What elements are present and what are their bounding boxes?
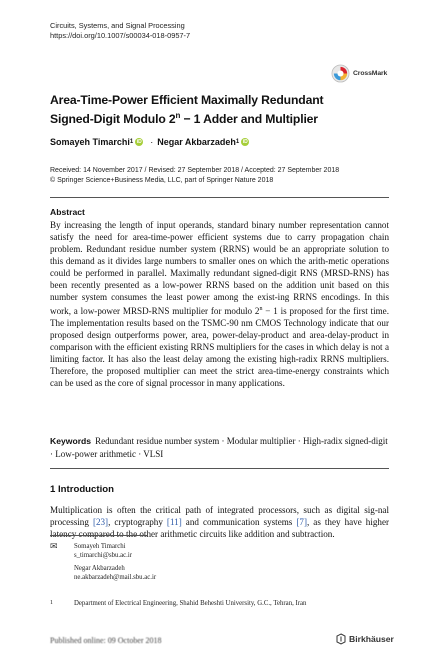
- author-affiliation-mark: 1: [129, 139, 134, 145]
- history-dates: Received: 14 November 2017 / Revised: 27 September 2018 / Accepted: 27 September 2018: [50, 167, 340, 174]
- contact-email[interactable]: s_timarchi@sbu.ac.ir: [74, 552, 132, 559]
- crossmark-icon: [331, 64, 350, 83]
- contact-email[interactable]: ne.akbarzadeh@mail.sbu.ac.ir: [74, 574, 157, 581]
- divider-bottom: [50, 468, 389, 469]
- publisher-logo: [335, 633, 394, 645]
- divider-top: [50, 197, 389, 198]
- author-name[interactable]: Negar Akbarzadeh: [157, 137, 236, 147]
- contact-name: Somayeh Timarchi: [74, 543, 126, 550]
- affiliation-number: 1: [50, 600, 53, 606]
- title-line-2: Signed-Digit Modulo $2^n - 1$ Adder and Multiplier: [50, 111, 318, 127]
- title-line-1: Area-Time-Power Efficient Maximally Redundant: [50, 93, 324, 107]
- birkhauser-logo-icon: [335, 633, 347, 645]
- abstract-body: By increasing the length of input operands, standard binary number representation cannot satisfy the need for area-time-power efficient systems due to carry propagation chain problem. Redundant residue number system (RRNS) would be an appropriate solution to this demand as it divides large numbers to smaller ones on which the arith-metic operations could be performed in parallel. Maximally redundant signed-digit RNS (MRSD-RNS) has been recently presented as a low-power RRNS based on the addition unit based on this number system consumes the least power among the exist-ing RRNS encodings. In this work, a low-power MRSD-RNS multiplier for modulo $2^n - 1$ is proposed for the first time. The implementation results based on the TSMC-90 nm CMOS Technology indicate that our proposed design outperforms power, area, power-delay-product and area-delay-product in comparison with the efficient existing RRNS multipliers for the cases in which delay is not a limiting factor. It has also the least delay among the existing high-radix RRNS multipliers. Therefore, the proposed multiplier can meet the strict area-time-energy constraints which can be used as the core of signal processor in many applications.: [50, 220, 389, 389]
- keywords-label: Keywords: [50, 436, 92, 446]
- author-affiliation-mark: 1: [235, 139, 240, 145]
- author-list: [50, 137, 252, 147]
- contact-info: [50, 542, 156, 582]
- doi-link[interactable]: https://doi.org/10.1007/s00034-018-0957-7: [50, 31, 191, 40]
- journal-header: [50, 21, 190, 41]
- paper-title: [50, 92, 390, 127]
- affiliation-text: Department of Electrical Engineering, Shahid Beheshti University, G.C., Tehran, Iran: [74, 600, 307, 607]
- orcid-icon[interactable]: iD: [242, 139, 248, 145]
- published-online: Published online: 09 October 2018: [50, 636, 162, 645]
- contact-row: [50, 542, 156, 551]
- section-heading: 1 Introduction: [50, 484, 114, 495]
- envelope-icon: ✉: [50, 541, 58, 551]
- keywords-text: Redundant residue number system · Modular multiplier · High-radix signed-digit · Low-power arithmetic · VLSI: [50, 436, 388, 459]
- citation-link[interactable]: [7]: [296, 517, 307, 527]
- crossmark-badge[interactable]: [331, 62, 391, 84]
- publisher-name: Birkhäuser: [349, 634, 394, 644]
- abstract-heading: Abstract: [50, 207, 85, 217]
- author-name[interactable]: Somayeh Timarchi: [50, 137, 130, 147]
- crossmark-label: CrossMark: [353, 69, 388, 77]
- journal-name: Circuits, Systems, and Signal Processing: [50, 21, 185, 30]
- orcid-icon[interactable]: iD: [136, 139, 142, 145]
- citation-link[interactable]: [23]: [92, 517, 109, 527]
- footnote-rule: [50, 535, 148, 536]
- affiliation-footnote: [50, 599, 306, 608]
- keywords: [50, 435, 389, 460]
- author-separator: ·: [150, 137, 154, 147]
- citation-link[interactable]: [11]: [166, 517, 182, 527]
- introduction-text: Multiplication is often the critical path of integrated processors, such as digital sig-nal processing [23], cryptography [11] and communication systems [7], as they have higher latency compared to the other arithmetic circuits like addition and subtraction.: [50, 505, 390, 539]
- copyright: © Springer Science+Business Media, LLC, part of Springer Nature 2018: [50, 176, 274, 184]
- contact-name: Negar Akbarzadeh: [74, 565, 125, 572]
- publication-dates: [50, 166, 339, 185]
